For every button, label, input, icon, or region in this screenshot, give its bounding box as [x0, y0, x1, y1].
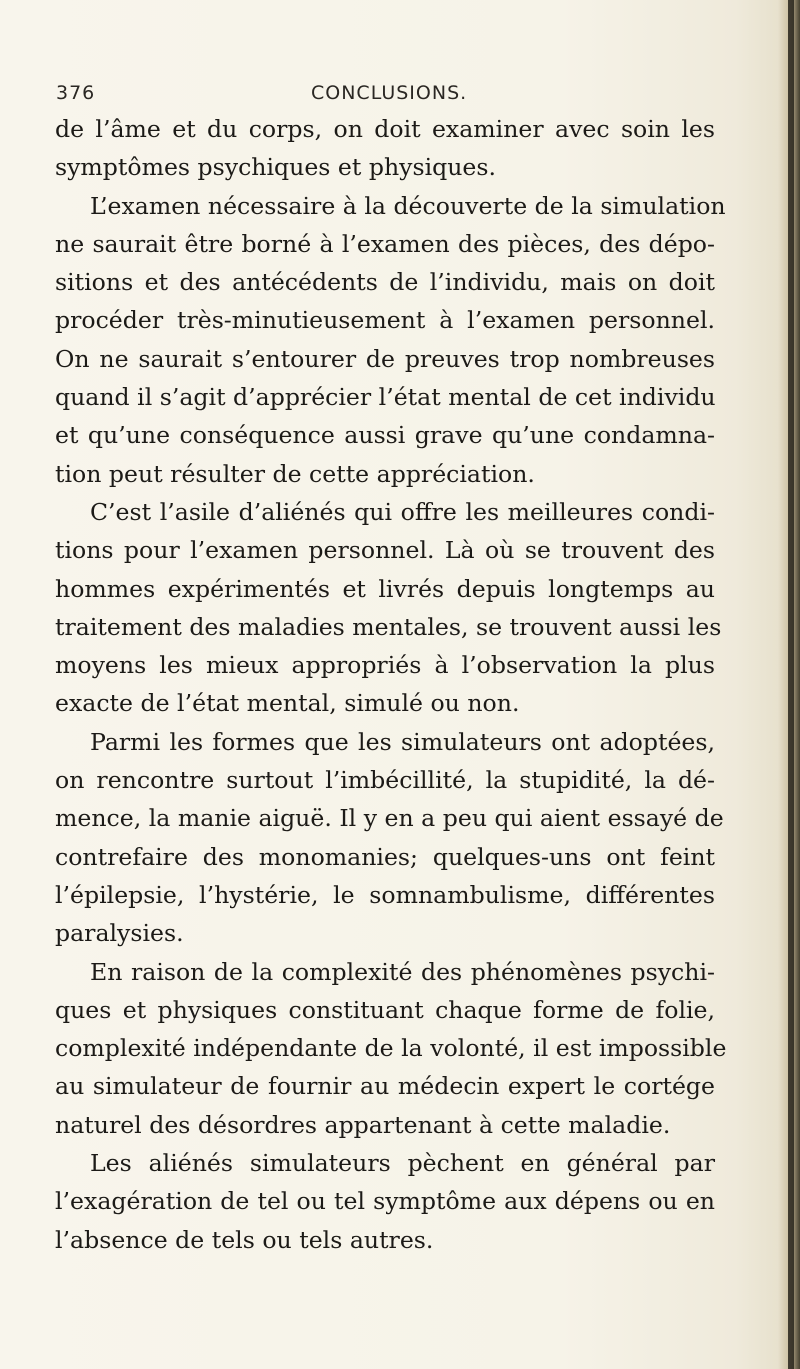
text-line: C’est l’asile d’aliénés qui offre les meilleures condi-	[90, 497, 715, 526]
text-line: ne saurait être borné à l’examen des pièces, des dépo-	[55, 229, 715, 258]
text-line: L’examen nécessaire à la découverte de la simulation	[90, 191, 726, 220]
text-line: hommes expérimentés et livrés depuis longtemps au	[55, 574, 715, 603]
text-line: Les aliénés simulateurs pèchent en général par	[90, 1149, 715, 1178]
text-line: l’épilepsie, l’hystérie, le somnambulisme, différentes	[55, 880, 715, 909]
text-line: traitement des maladies mentales, se trouvent aussi les	[55, 612, 722, 641]
text-line: mence, la manie aiguë. Il y en a peu qui aient essayé de	[55, 804, 724, 833]
text-line: et qu’une conséquence aussi grave qu’une condamna-	[55, 421, 715, 450]
text-line: de l’âme et du corps, on doit examiner avec soin les	[55, 115, 715, 143]
text-line: contrefaire des monomanies; quelques-uns ont feint	[55, 842, 715, 871]
text-line: paralysies.	[55, 919, 184, 948]
text-line: naturel des désordres appartenant à cette maladie.	[55, 1110, 671, 1139]
text-line: l’absence de tels ou tels autres.	[55, 1225, 434, 1254]
text-line: l’exagération de tel ou tel symptôme aux dépens ou en	[55, 1187, 715, 1216]
text-line: Parmi les formes que les simulateurs ont adoptées,	[90, 727, 715, 756]
text-line: sitions et des antécédents de l’individu, mais on doit	[55, 268, 715, 297]
running-head	[56, 80, 696, 110]
running-head-title: CONCLUSIONS.	[311, 82, 468, 104]
text-line: complexité indépendante de la volonté, il est impossible	[55, 1034, 727, 1063]
text-line: procéder très-minutieusement à l’examen personnel.	[55, 306, 715, 335]
text-line: ques et physiques constituant chaque forme de folie,	[55, 995, 715, 1024]
text-line: moyens les mieux appropriés à l’observation la plus	[55, 651, 715, 680]
text-line: quand il s’agit d’apprécier l’état mental de cet individu	[55, 383, 716, 412]
page-binding-shadow	[788, 0, 794, 1369]
page-number: 376	[56, 82, 96, 104]
text-line: tions pour l’examen personnel. Là où se trouvent des	[55, 536, 715, 565]
body-text	[55, 110, 727, 1259]
text-line: symptômes psychiques et physiques.	[55, 153, 497, 182]
text-line: En raison de la complexité des phénomènes psychi-	[90, 957, 715, 986]
text-line: au simulateur de fournir au médecin expert le cortége	[55, 1072, 715, 1101]
text-line: tion peut résulter de cette appréciation.	[55, 459, 535, 488]
text-line: on rencontre surtout l’imbécillité, la stupidité, la dé-	[55, 766, 715, 795]
text-line: exacte de l’état mental, simulé ou non.	[55, 689, 520, 718]
text-line: On ne saurait s’entourer de preuves trop nombreuses	[55, 344, 715, 373]
